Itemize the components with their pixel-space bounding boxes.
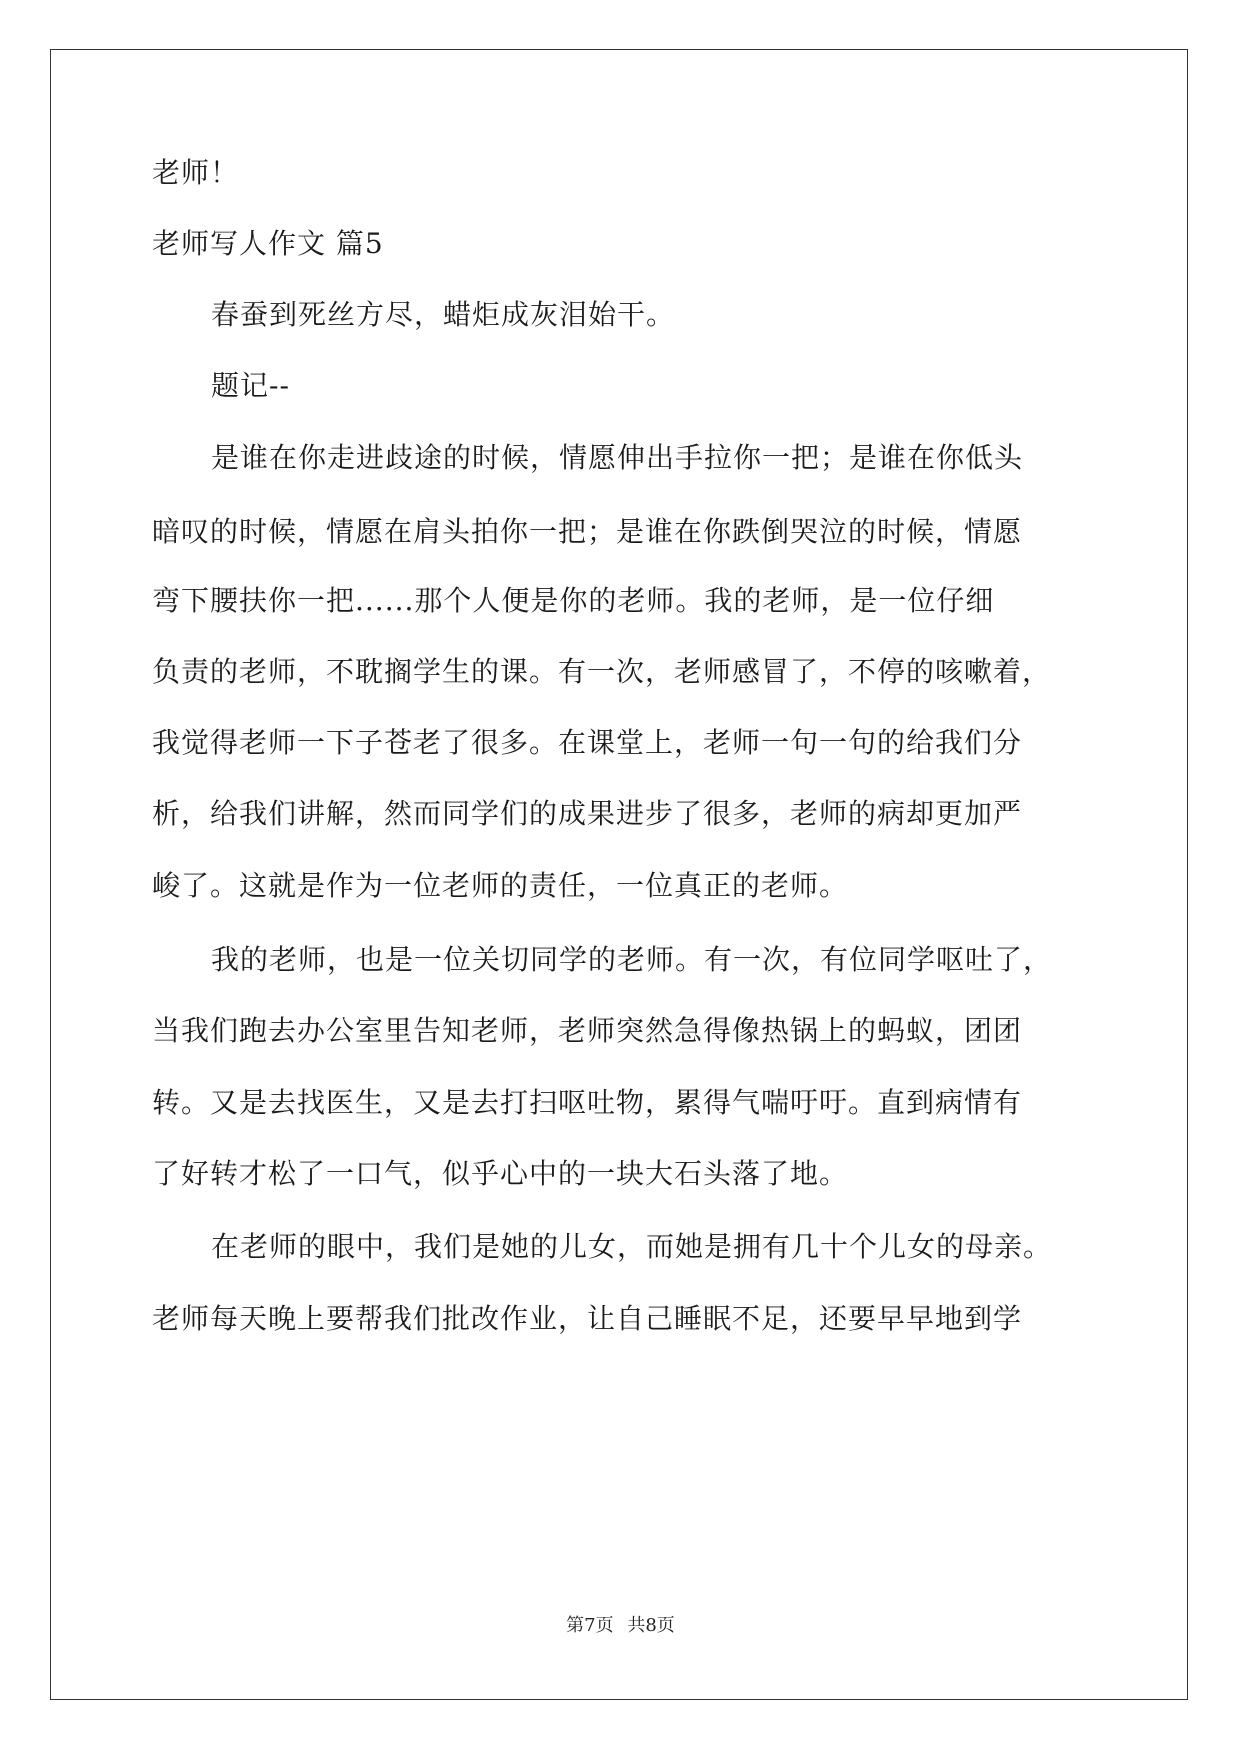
epigraph-attribution: 题记-- bbox=[211, 369, 290, 402]
paragraph-1-line-3: 弯下腰扶你一把......那个人便是你的老师。我的老师，是一位仔细 bbox=[152, 584, 995, 617]
paragraph-2-line-2: 当我们跑去办公室里告知老师，老师突然急得像热锅上的蚂蚁，团团 bbox=[152, 1014, 1023, 1047]
paragraph-2-line-1: 我的老师，也是一位关切同学的老师。有一次，有位同学呕吐了， bbox=[211, 943, 1053, 976]
paragraph-3-line-2: 老师每天晚上要帮我们批改作业，让自己睡眠不足，还要早早地到学 bbox=[152, 1302, 1023, 1335]
page-number-total: 共8页 bbox=[627, 1615, 675, 1636]
page-footer bbox=[0, 1614, 1241, 1638]
paragraph-2-line-3: 转。又是去找医生，又是去打扫呕吐物，累得气喘吁吁。直到病情有 bbox=[152, 1086, 1023, 1119]
paragraph-1-line-6: 析，给我们讲解，然而同学们的成果进步了很多，老师的病却更加严 bbox=[152, 797, 1023, 830]
paragraph-1-line-1: 是谁在你走进歧途的时候，情愿伸出手拉你一把；是谁在你低头 bbox=[211, 441, 1024, 474]
paragraph-1-line-5: 我觉得老师一下子苍老了很多。在课堂上，老师一句一句的给我们分 bbox=[152, 726, 1023, 759]
paragraph-1-line-4: 负责的老师，不耽搁学生的课。有一次，老师感冒了，不停的咳嗽着， bbox=[152, 655, 1052, 688]
page-number-current: 第7页 bbox=[566, 1615, 614, 1636]
paragraph-1-line-7: 峻了。这就是作为一位老师的责任，一位真正的老师。 bbox=[152, 869, 849, 902]
paragraph-1-line-2: 暗叹的时候，情愿在肩头拍你一把；是谁在你跌倒哭泣的时候，情愿 bbox=[152, 515, 1023, 548]
epigraph-line: 春蚕到死丝方尽，蜡炬成灰泪始干。 bbox=[211, 298, 676, 331]
paragraph-2-line-4: 了好转才松了一口气，似乎心中的一块大石头落了地。 bbox=[152, 1157, 849, 1190]
paragraph-3-line-1: 在老师的眼中，我们是她的儿女，而她是拥有几十个儿女的母亲。 bbox=[211, 1230, 1053, 1263]
section-heading: 老师写人作文 篇5 bbox=[152, 227, 384, 260]
text-line-closing: 老师！ bbox=[152, 156, 240, 189]
